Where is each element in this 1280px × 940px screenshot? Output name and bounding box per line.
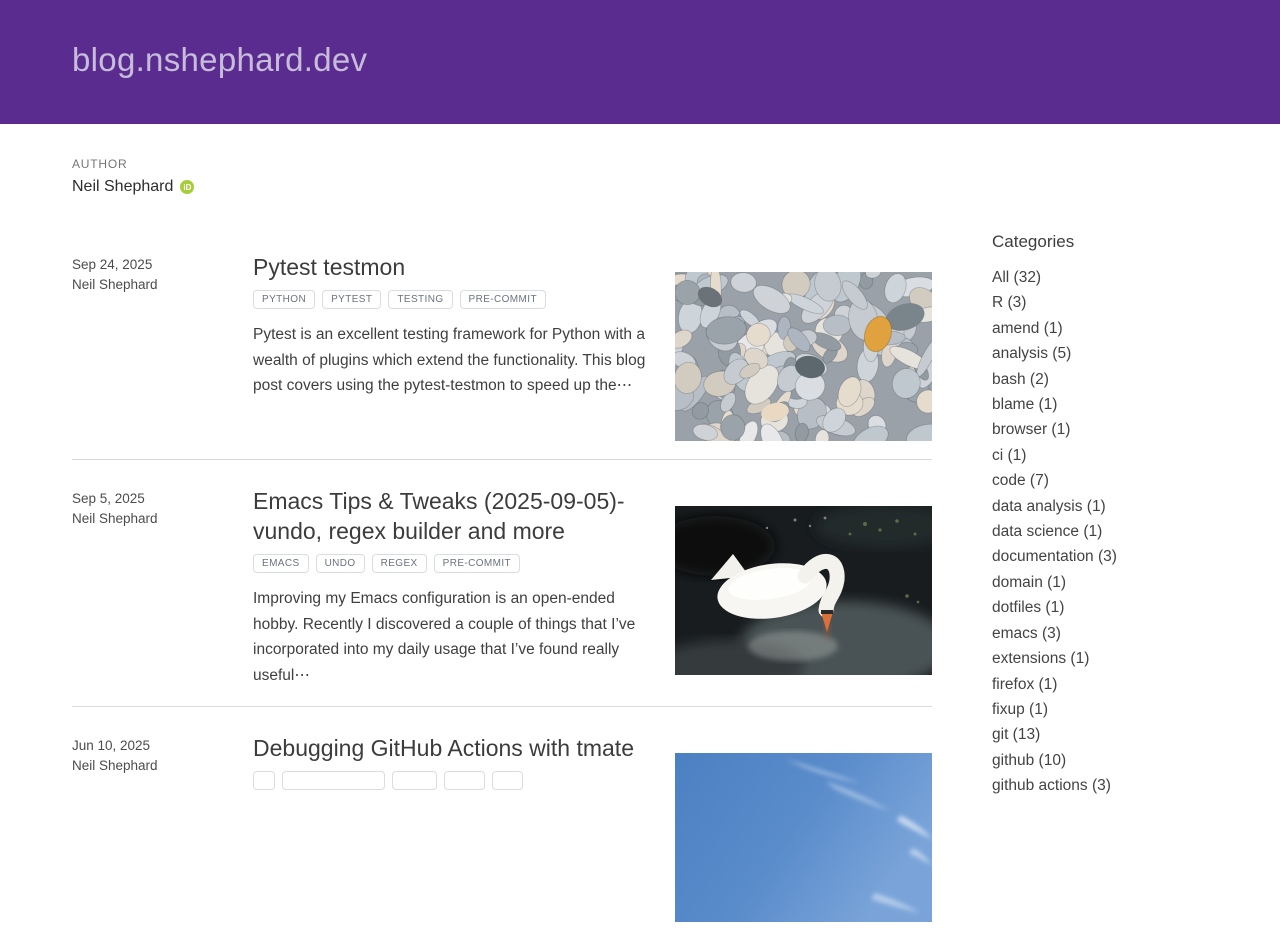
post-excerpt: Improving my Emacs configuration is an open-ended hobby. Recently I discovered a couple of things that I’ve incorporated into my daily usage that I’ve found really useful⋯ [253, 590, 636, 684]
post-title[interactable]: Pytest testmon [253, 254, 406, 280]
category-list [992, 265, 1208, 799]
swan-photo[interactable] [675, 506, 932, 675]
post-tags [253, 290, 655, 309]
site-header [0, 0, 1280, 124]
post-item [72, 232, 932, 459]
post-meta [72, 486, 253, 688]
posts-list [72, 232, 932, 940]
post-meta [72, 252, 253, 441]
post-item [72, 459, 932, 706]
category-item[interactable]: analysis (5) [992, 345, 1072, 363]
post-meta [72, 733, 253, 922]
author-label: AUTHOR [72, 157, 128, 171]
category-item[interactable]: data science (1) [992, 523, 1103, 541]
post-item [72, 706, 932, 940]
category-item[interactable]: documentation (3) [992, 548, 1117, 566]
category-item[interactable]: code (7) [992, 472, 1049, 490]
categories-title: Categories [992, 232, 1075, 251]
post-tags [253, 771, 655, 790]
tag-pill[interactable]: REGEX [372, 554, 427, 573]
category-item[interactable]: github actions (3) [992, 777, 1111, 795]
category-item[interactable]: github (10) [992, 751, 1067, 769]
category-item[interactable]: amend (1) [992, 319, 1063, 337]
category-item[interactable]: ci (1) [992, 446, 1027, 464]
post-date: Sep 5, 2025 [72, 491, 145, 506]
post-tags [253, 554, 655, 573]
post-date: Sep 24, 2025 [72, 257, 153, 272]
category-item[interactable]: All (32) [992, 269, 1042, 286]
site-title[interactable]: blog.nshephard.dev [72, 41, 368, 78]
tag-pill[interactable]: PRE-COMMIT [460, 290, 546, 309]
tag-pill[interactable]: UNDO [316, 554, 365, 573]
post-author: Neil Shephard [72, 277, 158, 292]
category-item[interactable]: git (13) [992, 726, 1041, 744]
category-item[interactable]: R (3) [992, 294, 1027, 312]
post-excerpt: Pytest is an excellent testing framework for Python with a wealth of plugins which extend the functionality. This blog post covers using the pytest-testmon to speed up the⋯ [253, 326, 646, 394]
post-title[interactable]: Emacs Tips & Tweaks (2025-09-05)- vundo, regex builder and more [253, 488, 625, 544]
tag-pill[interactable] [492, 771, 523, 790]
tag-pill[interactable] [253, 771, 275, 790]
category-item[interactable]: firefox (1) [992, 675, 1058, 693]
tag-pill[interactable]: PRE-COMMIT [434, 554, 520, 573]
tag-pill[interactable]: PYTHON [253, 290, 315, 309]
category-item[interactable]: data analysis (1) [992, 497, 1106, 515]
tag-pill[interactable]: PYTEST [322, 290, 381, 309]
post-author: Neil Shephard [72, 511, 158, 526]
author-block [72, 157, 1208, 196]
tag-pill[interactable] [392, 771, 437, 790]
category-item[interactable]: domain (1) [992, 573, 1067, 591]
category-item[interactable]: fixup (1) [992, 700, 1048, 718]
category-item[interactable]: blame (1) [992, 396, 1058, 414]
category-item[interactable]: bash (2) [992, 370, 1049, 388]
post-title[interactable]: Debugging GitHub Actions with tmate [253, 735, 634, 761]
category-item[interactable]: browser (1) [992, 421, 1071, 439]
category-item[interactable]: dotfiles (1) [992, 599, 1065, 617]
pebbles-photo[interactable] [675, 272, 932, 441]
tag-pill[interactable] [444, 771, 485, 790]
orcid-icon[interactable]: iD [180, 180, 194, 194]
sky-photo[interactable] [675, 753, 932, 922]
tag-pill[interactable]: TESTING [388, 290, 452, 309]
tag-pill[interactable] [282, 771, 385, 790]
post-date: Jun 10, 2025 [72, 738, 151, 753]
tag-pill[interactable]: EMACS [253, 554, 309, 573]
categories-sidebar [992, 232, 1208, 940]
category-item[interactable]: emacs (3) [992, 624, 1061, 642]
category-item[interactable]: extensions (1) [992, 650, 1090, 668]
author-name: Neil Shephard [72, 178, 174, 195]
post-author: Neil Shephard [72, 758, 158, 773]
